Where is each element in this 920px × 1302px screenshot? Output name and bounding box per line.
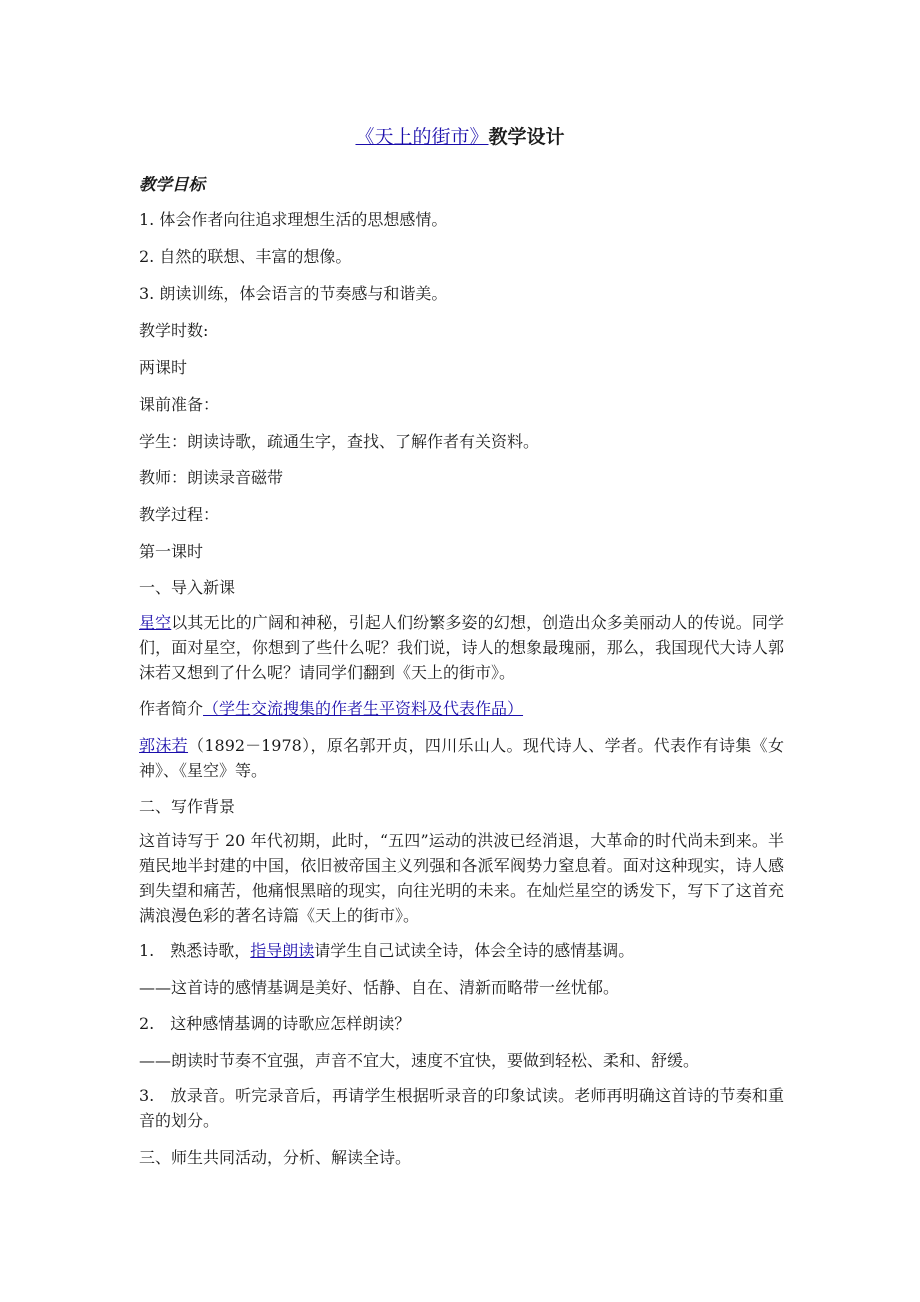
goal-item-3: 3. 朗读训练，体会语言的节奏感与和谐美。 <box>139 284 448 303</box>
author-intro-link[interactable]: （学生交流搜集的作者生平资料及代表作品） <box>203 699 524 718</box>
title-link[interactable]: 《天上的街市》 <box>355 126 489 148</box>
prep-label: 课前准备： <box>139 395 220 414</box>
step-2: 2. 这种感情基调的诗歌应怎样朗读？ <box>139 1014 411 1033</box>
goal-item-1: 1. 体会作者向往追求理想生活的思想感情。 <box>139 210 448 229</box>
lesson-1-label: 第一课时 <box>139 542 204 561</box>
section-3-heading: 三、师生共同活动，分析、解读全诗。 <box>139 1148 412 1167</box>
title-text: 教学设计 <box>488 126 565 148</box>
author-intro <box>139 696 784 721</box>
answer-1: ——这首诗的感情基调是美好、恬静、自在、清新而略带一丝忧郁。 <box>139 978 620 997</box>
step-1-prefix: 1. 熟悉诗歌， <box>139 941 251 960</box>
goals-heading: 教学目标 <box>139 175 205 194</box>
prep-student: 学生：朗读诗歌，疏通生字，查找、了解作者有关资料。 <box>139 432 540 451</box>
document-title <box>0 122 920 152</box>
answer-2: ——朗读时节奏不宜强，声音不宜大，速度不宜快，要做到轻松、柔和、舒缓。 <box>139 1051 700 1070</box>
hours-label: 教学时数: <box>139 321 209 340</box>
intro-paragraph <box>139 610 784 685</box>
author-name-link[interactable]: 郭沫若 <box>139 736 189 755</box>
intro-link[interactable]: 星空 <box>139 613 172 632</box>
prep-teacher: 教师：朗读录音磁带 <box>139 468 284 487</box>
step-1 <box>139 938 784 963</box>
author-intro-prefix: 作者简介 <box>139 699 204 718</box>
section-2-heading: 二、写作背景 <box>139 797 236 816</box>
goal-item-2: 2. 自然的联想、丰富的想像。 <box>139 247 352 266</box>
step-3: 3. 放录音。听完录音后，再请学生根据听录音的印象试读。老师再明确这首诗的节奏和重音的划分。 <box>139 1086 784 1130</box>
step-1-link[interactable]: 指导朗读 <box>250 941 315 960</box>
section-1-heading: 一、导入新课 <box>139 578 236 597</box>
author-bio-text: （1892－1978），原名郭开贞，四川乐山人。现代诗人、学者。代表作有诗集《女神》、《星空》等。 <box>139 736 784 780</box>
step-1-text: 请学生自己试读全诗，体会全诗的感情基调。 <box>314 941 635 960</box>
intro-text: 以其无比的广阔和神秘，引起人们纷繁多姿的幻想，创造出众多美丽动人的传说。同学们，面对星空，你想到了些什么呢？我们说，诗人的想象最瑰丽，那么，我国现代大诗人郭沫若又想到了什么呢？请同学们翻到《天上的街市》。 <box>139 613 784 682</box>
background-paragraph: 这首诗写于 20 年代初期，此时，“五四”运动的洪波已经消退，大革命的时代尚未到来。半殖民地半封建的中国，依旧被帝国主义列强和各派军阀势力窒息着。面对这种现实，诗人感到失望和痛苦，他痛恨黑暗的现实，向往光明的未来。在灿烂星空的诱发下，写下了这首充满浪漫色彩的著名诗篇《天上的街市》。 <box>139 831 784 925</box>
process-label: 教学过程： <box>139 505 220 524</box>
author-bio <box>139 733 784 783</box>
hours-value: 两课时 <box>139 358 188 377</box>
